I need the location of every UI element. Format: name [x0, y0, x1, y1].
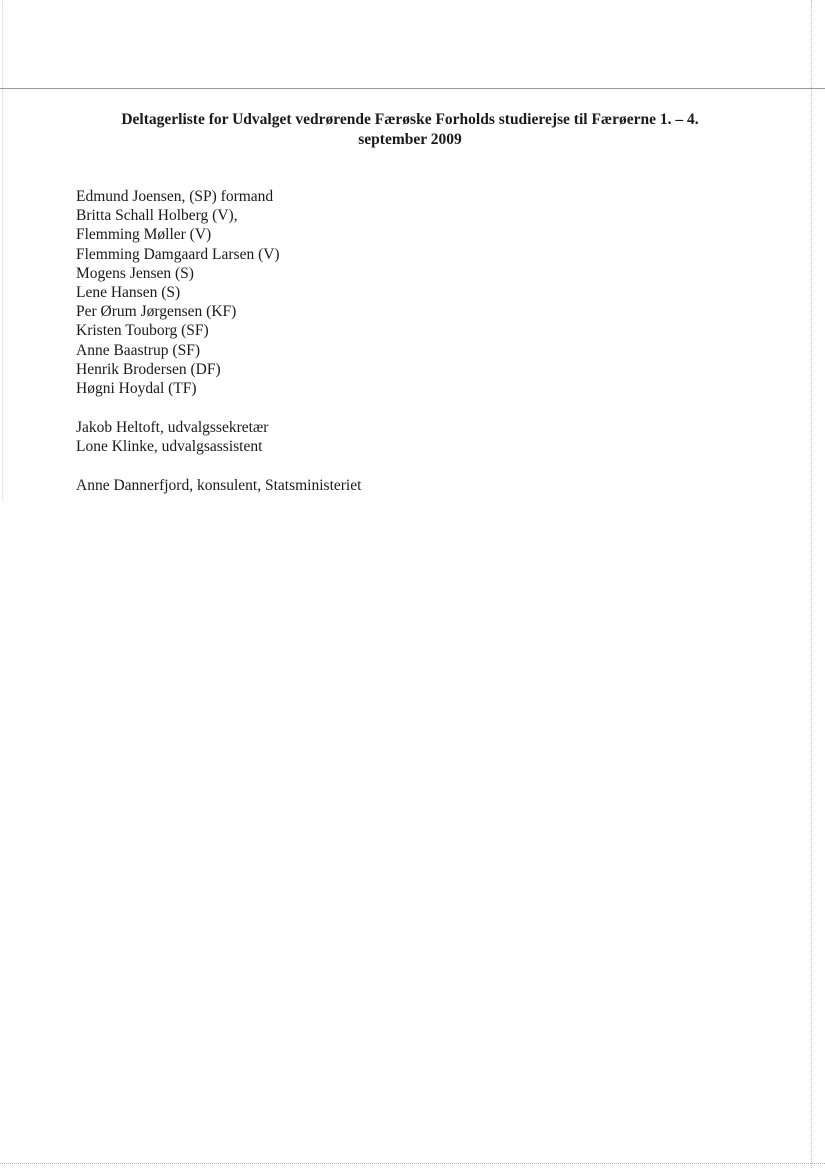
scan-edge-line — [811, 0, 812, 1168]
scan-edge-line — [0, 88, 825, 89]
list-item: Flemming Damgaard Larsen (V) — [76, 245, 280, 263]
list-item: Edmund Joensen, (SP) formand — [76, 188, 274, 205]
document-title — [60, 110, 760, 150]
list-item: Flemming Møller (V) — [76, 226, 212, 244]
list-item: Per Ørum Jørgensen (KF) — [76, 303, 237, 321]
scan-edge-line — [2, 0, 3, 500]
committee-staff-list — [76, 418, 268, 456]
list-item: Britta Schall Holberg (V), — [76, 207, 238, 225]
list-item: Anne Dannerfjord, konsulent, Statsministeriet — [76, 477, 362, 494]
list-item: Henrik Brodersen (DF) — [76, 360, 221, 378]
title-line-1: Deltagerliste for Udvalget vedrørende Færøske Forholds studierejse til Færøerne 1. – 4. — [121, 111, 699, 128]
scan-edge-line — [0, 1163, 825, 1164]
other-participants-list — [76, 476, 361, 495]
title-line-2: september 2009 — [358, 131, 462, 148]
list-item: Anne Baastrup (SF) — [76, 341, 200, 359]
list-item: Mogens Jensen (S) — [76, 264, 194, 282]
list-item: Lene Hansen (S) — [76, 284, 181, 302]
list-item: Jakob Heltoft, udvalgssekretær — [76, 419, 269, 436]
committee-members-list — [76, 187, 280, 398]
list-item: Høgni Hoydal (TF) — [76, 380, 197, 398]
list-item: Lone Klinke, udvalgsassistent — [76, 438, 263, 456]
list-item: Kristen Touborg (SF) — [76, 322, 209, 340]
